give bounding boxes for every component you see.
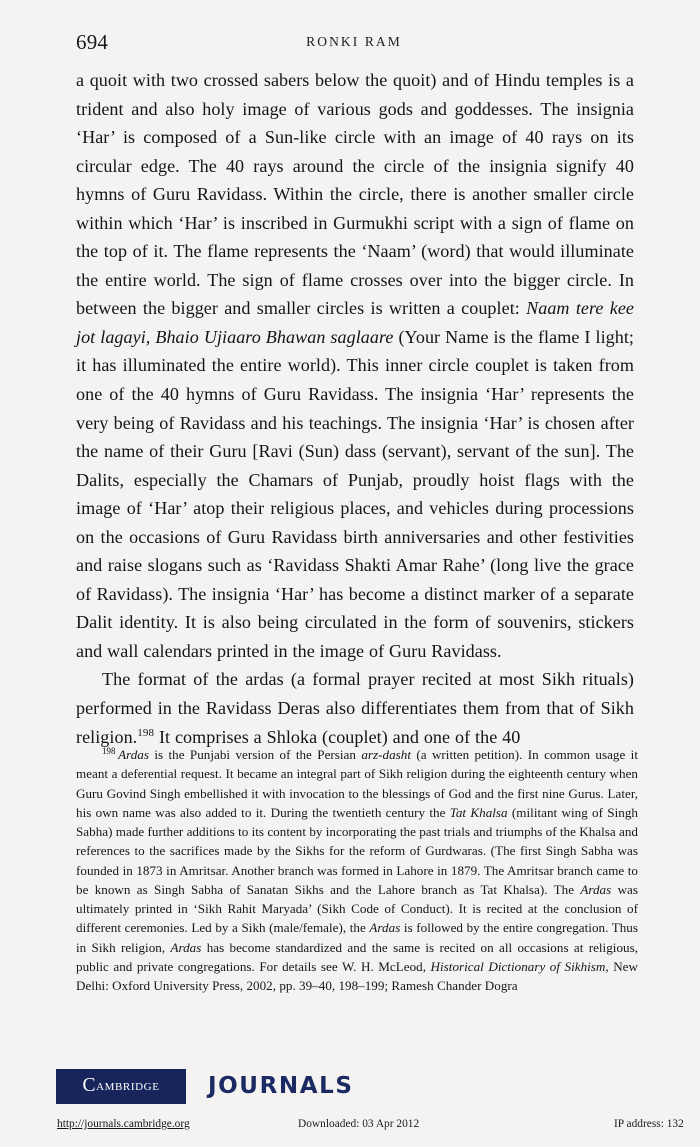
footnote-number: 198 — [102, 745, 116, 756]
italic-run: Ardas — [580, 881, 612, 897]
cambridge-logo-initial: C — [82, 1075, 97, 1096]
footnote-198 — [76, 745, 638, 995]
downloaded-date: Downloaded: 03 Apr 2012 — [298, 1118, 420, 1130]
download-footer — [0, 1118, 700, 1140]
running-head-title: RONKI RAM — [306, 34, 402, 49]
publisher-logo — [56, 1068, 354, 1104]
journals-url-link[interactable]: http://journals.cambridge.org — [57, 1118, 190, 1130]
footnote-reference: 198 — [137, 726, 155, 739]
text-run: (militant wing of Singh Sabha) made further additions to its content by incorporating the past trials and triumphs of the Khalsa and references to the sacrifices made by the Sikhs for the reform of Gurdwaras. (The first Singh Sabha was founded in 1873 in Amritsar. Another branch was formed in Lahore in 1879. The Amritsar branch came to be known as Singh Sabha of Sanatan Sikhs and the Lahore branch as Tat Khalsa). The — [76, 804, 638, 897]
text-run: It comprises a Shloka (couplet) and one of the 40 — [154, 726, 521, 747]
text-run: is followed by the entire congregation. Thus in Sikh religion, — [76, 920, 638, 955]
footnote-block — [76, 745, 638, 995]
text-run: , New Delhi: Oxford University Press, 2002, pp. 39–40, 198–199; Ramesh Chander Dogra — [76, 958, 638, 993]
italic-run: Tat Khalsa — [449, 804, 508, 820]
ip-address: IP address: 132 — [614, 1118, 684, 1130]
text-run: has become standardized and the same is recited on all occasions at religious, public and private congregations. For details see W. H. McLeod, — [76, 939, 638, 974]
italic-run: Ardas — [118, 747, 149, 762]
italic-run: Ardas — [170, 939, 202, 955]
text-run: (a written petition). In common usage it meant a deferential request. It became an integral part of Sikh religion during the eighteenth century when Guru Govind Singh embellished it with invocation to the blessings of God and the first nine Gurus. Later, his own name was also added to it. During the twentieth century the — [76, 747, 639, 820]
text-run: a quoit with two crossed sabers below the quoit) and of Hindu temples is a trident and also holy image of various gods and goddesses. The insignia ‘Har’ is composed of a Sun-like circle with an image of 40 rays on its circular edge. The 40 rays around the circle of the insignia signify 40 hymns of Guru Ravidass. Within the circle, there is another smaller circle within which ‘Har’ is inscribed in Gurmukhi script with a sign of flame on the top of it. The flame represents the ‘Naam’ (word) that would illuminate the entire world. The sign of flame crosses over into the bigger circle. In between the bigger and smaller circles is written a couplet: — [76, 70, 634, 319]
paragraph-ardas — [76, 665, 634, 751]
italic-run: Naam tere kee jot lagayi, Bhaio Ujiaaro Bhawan saglaare — [76, 298, 635, 347]
paragraph-insignia — [76, 66, 634, 665]
journals-wordmark: JOURNALS — [208, 1073, 354, 1099]
text-run: is the Punjabi version of the Persian — [148, 747, 362, 762]
italic-run: arz-dasht — [361, 747, 411, 762]
text-run: (Your Name is the flame I light; it has illuminated the entire world). This inner circle couplet is taken from one of the 40 hymns of Guru Ravidass. The insignia ‘Har’ represents the very being of Ravidass and his teachings. The insignia ‘Har’ is chosen after the name of their Guru [Ravi (Sun) dass (servant), servant of the sun]. The Dalits, especially the Chamars of Punjab, proudly hoist flags with the image of ‘Har’ atop their religious places, and vehicles during processions on the occasions of Guru Ravidass birth anniversaries and other festivities and raise slogans such as ‘Ravidass Shakti Amar Rahe’ (long live the grace of Ravidass). The insignia ‘Har’ has become a distinct marker of a separate Dalit identity. It is also being circulated in the form of souvenirs, stickers and wall calendars printed in the image of Guru Ravidass. — [76, 326, 634, 661]
cambridge-logo-box — [56, 1069, 186, 1104]
body-text — [76, 66, 634, 751]
cambridge-logo-rest: ambridge — [96, 1077, 160, 1094]
text-run: The format of the ardas (a formal prayer recited at most Sikh rituals) performed in the Ravidass Deras also differentiates them from that of Sikh religion. — [76, 669, 634, 747]
running-head — [70, 30, 638, 56]
italic-run: Ardas — [369, 920, 401, 936]
page-number: 694 — [76, 30, 109, 54]
italic-run: Historical Dictionary of Sikhism — [430, 958, 606, 974]
text-run: was ultimately printed in ‘Sikh Rahit Maryada’ (Sikh Code of Conduct). It is recited at the conclusion of different ceremonies. Led by a Sikh (male/female), the — [76, 881, 638, 936]
